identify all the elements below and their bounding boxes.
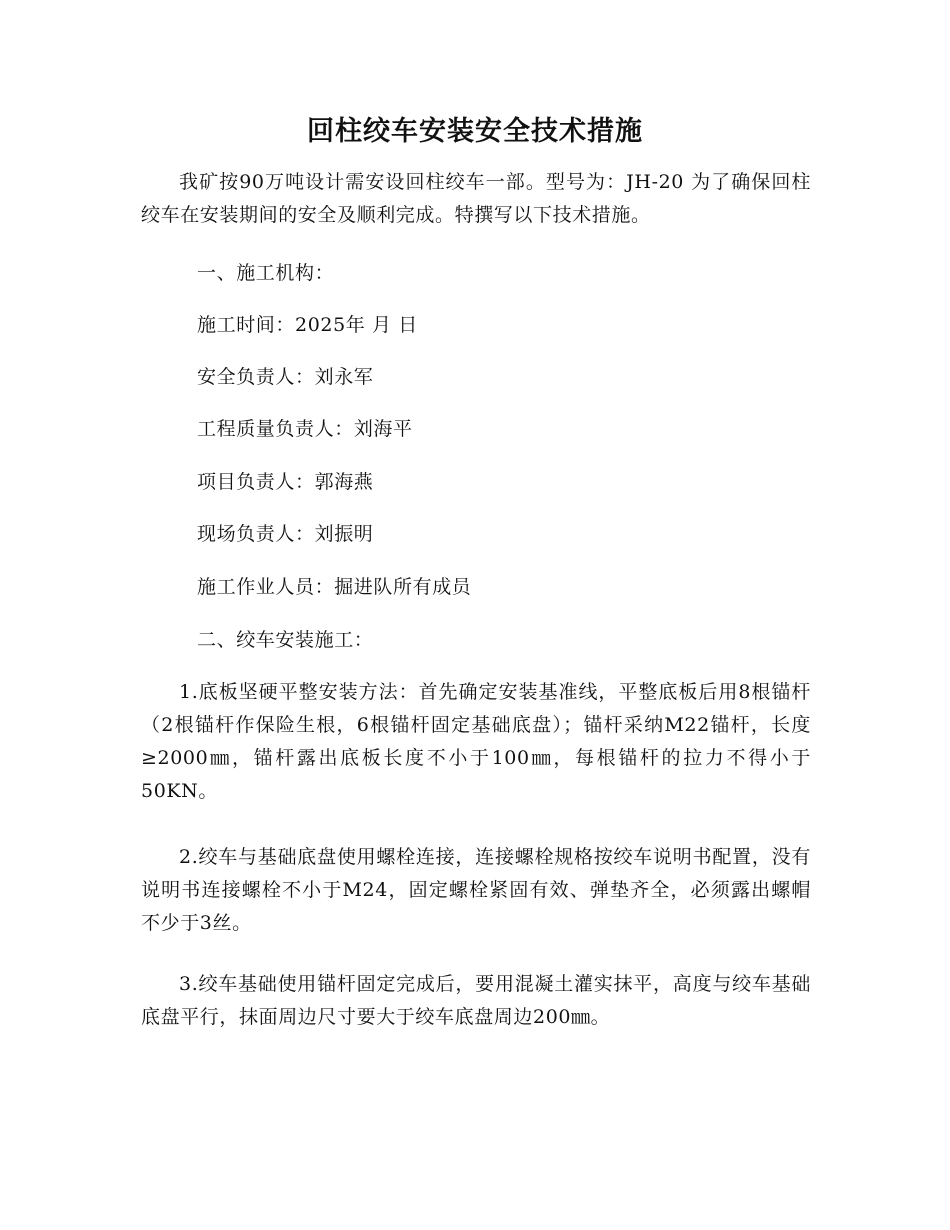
site-lead-value: 刘振明 [314,523,374,545]
quality-lead-row [197,414,413,444]
construction-time-value: 2025年 月 日 [295,314,418,336]
workers-value: 掘进队所有成员 [334,576,472,598]
section-2-heading: 二、绞车安装施工： [197,629,374,651]
site-lead-label: 现场负责人： [197,523,315,545]
document-title: 回柱绞车安装安全技术措施 [307,116,643,147]
quality-lead-label: 工程质量负责人： [197,418,354,440]
workers-label: 施工作业人员： [197,576,335,598]
section-1-heading: 一、施工机构： [197,262,335,284]
project-lead-label: 项目负责人： [197,471,315,493]
install-step-2: 2.绞车与基础底盘使用螺栓连接，连接螺栓规格按绞车说明书配置，没有说明书连接螺栓不小于M24，固定螺栓紧固有效、弹垫齐全，必须露出螺帽不少于3丝。 [141,846,811,934]
safety-lead-value: 刘永军 [314,366,374,388]
intro-paragraph: 我矿按90万吨设计需安设回柱绞车一部。型号为：JH-20 为了确保回柱绞车在安装期间的安全及顺利完成。特撰写以下技术措施。 [141,171,811,226]
construction-time-label: 施工时间： [197,314,296,336]
install-step-3: 3.绞车基础使用锚杆固定完成后，要用混凝土灌实抹平，高度与绞车基础底盘平行，抹面周边尺寸要大于绞车底盘周边200㎜。 [141,973,811,1028]
construction-time-row [197,310,418,340]
safety-lead-label: 安全负责人： [197,366,315,388]
safety-lead-row [197,362,373,392]
project-lead-row [197,467,373,497]
project-lead-value: 郭海燕 [314,471,374,493]
site-lead-row [197,519,373,549]
quality-lead-value: 刘海平 [353,418,413,440]
install-step-1: 1.底板坚硬平整安装方法：首先确定安装基准线，平整底板后用8根锚杆（2根锚杆作保险生根，6根锚杆固定基础底盘）；锚杆采纳M22锚杆，长度≥2000㎜，锚杆露出底板长度不小于100㎜，每根锚杆的拉力不得小于50KN。 [141,681,811,802]
workers-row [197,572,471,602]
